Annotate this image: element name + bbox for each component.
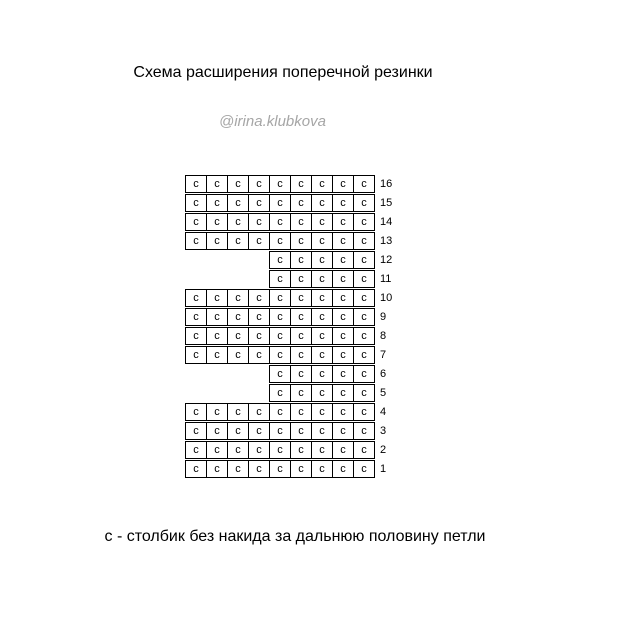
stitch-cell: с bbox=[185, 308, 207, 326]
stitch-cell: с bbox=[206, 194, 228, 212]
stitch-cell: с bbox=[227, 327, 249, 345]
stitch-cell: с bbox=[269, 327, 291, 345]
stitch-cell: с bbox=[269, 422, 291, 440]
stitch-cell: с bbox=[206, 289, 228, 307]
stitch-cell: с bbox=[311, 403, 333, 421]
stitch-cell: с bbox=[332, 251, 354, 269]
stitch-cell: с bbox=[332, 441, 354, 459]
stitch-cell: с bbox=[185, 327, 207, 345]
stitch-cell: с bbox=[206, 403, 228, 421]
stitch-cell: с bbox=[311, 384, 333, 402]
diagram-title: Схема расширения поперечной резинки bbox=[133, 64, 433, 81]
stitch-cell: с bbox=[248, 441, 270, 459]
row-number: 5 bbox=[380, 387, 387, 399]
stitch-cell: с bbox=[248, 308, 270, 326]
stitch-cell: с bbox=[332, 270, 354, 288]
stitch-cell: с bbox=[248, 327, 270, 345]
stitch-cell: с bbox=[185, 194, 207, 212]
stitch-cell: с bbox=[290, 422, 312, 440]
stitch-cell: с bbox=[311, 194, 333, 212]
stitch-cell: с bbox=[227, 308, 249, 326]
stitch-cell: с bbox=[353, 365, 375, 383]
row-number: 3 bbox=[380, 425, 387, 437]
stitch-cell: с bbox=[185, 346, 207, 364]
stitch-cell: с bbox=[248, 403, 270, 421]
stitch-cell: с bbox=[353, 308, 375, 326]
stitch-cell: с bbox=[353, 213, 375, 231]
stitch-cell: с bbox=[332, 213, 354, 231]
row-number: 10 bbox=[380, 292, 393, 304]
stitch-cell: с bbox=[332, 365, 354, 383]
stitch-cell: с bbox=[332, 194, 354, 212]
stitch-cell: с bbox=[269, 194, 291, 212]
stitch-cell: с bbox=[269, 346, 291, 364]
symbol-legend: с - столбик без накида за дальнюю половину петли bbox=[104, 528, 486, 545]
stitch-cell: с bbox=[311, 346, 333, 364]
stitch-cell: с bbox=[248, 213, 270, 231]
row-number: 9 bbox=[380, 311, 387, 323]
stitch-cell: с bbox=[269, 308, 291, 326]
stitch-cell: с bbox=[248, 175, 270, 193]
stitch-cell: с bbox=[353, 232, 375, 250]
stitch-cell: с bbox=[290, 403, 312, 421]
stitch-cell: с bbox=[311, 251, 333, 269]
stitch-cell: с bbox=[227, 403, 249, 421]
stitch-cell: с bbox=[353, 327, 375, 345]
stitch-cell: с bbox=[290, 213, 312, 231]
stitch-cell: с bbox=[185, 441, 207, 459]
stitch-cell: с bbox=[353, 384, 375, 402]
stitch-cell: с bbox=[227, 213, 249, 231]
stitch-cell: с bbox=[227, 460, 249, 478]
stitch-cell: с bbox=[227, 346, 249, 364]
stitch-cell: с bbox=[269, 251, 291, 269]
stitch-cell: с bbox=[311, 232, 333, 250]
author-watermark: @irina.klubkova bbox=[219, 113, 326, 130]
stitch-cell: с bbox=[290, 194, 312, 212]
stitch-cell: с bbox=[206, 213, 228, 231]
stitch-cell: с bbox=[311, 213, 333, 231]
stitch-cell: с bbox=[206, 460, 228, 478]
stitch-cell: с bbox=[311, 308, 333, 326]
stitch-cell: с bbox=[206, 422, 228, 440]
stitch-cell: с bbox=[269, 213, 291, 231]
stitch-cell: с bbox=[269, 289, 291, 307]
stitch-cell: с bbox=[353, 251, 375, 269]
stitch-cell: с bbox=[290, 384, 312, 402]
stitch-cell: с bbox=[332, 327, 354, 345]
row-number: 6 bbox=[380, 368, 387, 380]
stitch-cell: с bbox=[290, 251, 312, 269]
stitch-cell: с bbox=[227, 422, 249, 440]
stitch-cell: с bbox=[206, 441, 228, 459]
stitch-cell: с bbox=[185, 175, 207, 193]
stitch-cell: с bbox=[269, 175, 291, 193]
stitch-cell: с bbox=[332, 346, 354, 364]
stitch-cell: с bbox=[269, 384, 291, 402]
stitch-cell: с bbox=[332, 175, 354, 193]
stitch-cell: с bbox=[206, 346, 228, 364]
stitch-cell: с bbox=[269, 365, 291, 383]
stitch-cell: с bbox=[269, 270, 291, 288]
stitch-cell: с bbox=[269, 460, 291, 478]
row-number: 1 bbox=[380, 463, 387, 475]
stitch-cell: с bbox=[290, 289, 312, 307]
stitch-cell: с bbox=[311, 441, 333, 459]
row-number: 2 bbox=[380, 444, 387, 456]
stitch-cell: с bbox=[290, 441, 312, 459]
stitch-cell: с bbox=[353, 460, 375, 478]
stitch-cell: с bbox=[206, 175, 228, 193]
stitch-cell: с bbox=[269, 232, 291, 250]
stitch-cell: с bbox=[311, 289, 333, 307]
stitch-cell: с bbox=[206, 327, 228, 345]
stitch-cell: с bbox=[206, 232, 228, 250]
stitch-cell: с bbox=[269, 403, 291, 421]
stitch-cell: с bbox=[332, 384, 354, 402]
stitch-cell: с bbox=[353, 403, 375, 421]
stitch-cell: с bbox=[248, 289, 270, 307]
row-number: 7 bbox=[380, 349, 387, 361]
stitch-cell: с bbox=[290, 175, 312, 193]
stitch-cell: с bbox=[185, 403, 207, 421]
stitch-cell: с bbox=[353, 175, 375, 193]
stitch-cell: с bbox=[185, 460, 207, 478]
row-number: 4 bbox=[380, 406, 387, 418]
stitch-cell: с bbox=[311, 175, 333, 193]
stitch-cell: с bbox=[353, 422, 375, 440]
stitch-cell: с bbox=[248, 460, 270, 478]
stitch-cell: с bbox=[290, 346, 312, 364]
stitch-cell: с bbox=[332, 460, 354, 478]
stitch-cell: с bbox=[311, 365, 333, 383]
stitch-cell: с bbox=[311, 327, 333, 345]
stitch-cell: с bbox=[185, 213, 207, 231]
stitch-cell: с bbox=[353, 194, 375, 212]
stitch-cell: с bbox=[332, 403, 354, 421]
stitch-cell: с bbox=[332, 308, 354, 326]
stitch-cell: с bbox=[227, 232, 249, 250]
row-number: 11 bbox=[380, 273, 392, 285]
stitch-cell: с bbox=[353, 270, 375, 288]
stitch-cell: с bbox=[311, 460, 333, 478]
stitch-cell: с bbox=[248, 194, 270, 212]
stitch-cell: с bbox=[290, 308, 312, 326]
row-number: 12 bbox=[380, 254, 393, 266]
row-number: 14 bbox=[380, 216, 393, 228]
stitch-cell: с bbox=[269, 441, 291, 459]
stitch-cell: с bbox=[206, 308, 228, 326]
stitch-cell: с bbox=[311, 270, 333, 288]
stitch-cell: с bbox=[290, 327, 312, 345]
row-number: 16 bbox=[380, 178, 393, 190]
stitch-cell: с bbox=[311, 422, 333, 440]
stitch-cell: с bbox=[227, 289, 249, 307]
row-number: 13 bbox=[380, 235, 393, 247]
stitch-cell: с bbox=[185, 232, 207, 250]
stitch-cell: с bbox=[332, 289, 354, 307]
stitch-cell: с bbox=[290, 460, 312, 478]
stitch-cell: с bbox=[248, 422, 270, 440]
stitch-cell: с bbox=[290, 270, 312, 288]
stitch-cell: с bbox=[332, 422, 354, 440]
stitch-cell: с bbox=[290, 232, 312, 250]
stitch-cell: с bbox=[290, 365, 312, 383]
stitch-cell: с bbox=[227, 441, 249, 459]
row-number: 8 bbox=[380, 330, 387, 342]
stitch-cell: с bbox=[332, 232, 354, 250]
stitch-cell: с bbox=[248, 346, 270, 364]
stitch-cell: с bbox=[227, 194, 249, 212]
stitch-cell: с bbox=[185, 422, 207, 440]
stitch-cell: с bbox=[185, 289, 207, 307]
stitch-cell: с bbox=[227, 175, 249, 193]
stitch-cell: с bbox=[248, 232, 270, 250]
stitch-cell: с bbox=[353, 346, 375, 364]
row-number: 15 bbox=[380, 197, 393, 209]
stitch-cell: с bbox=[353, 289, 375, 307]
stitch-cell: с bbox=[353, 441, 375, 459]
